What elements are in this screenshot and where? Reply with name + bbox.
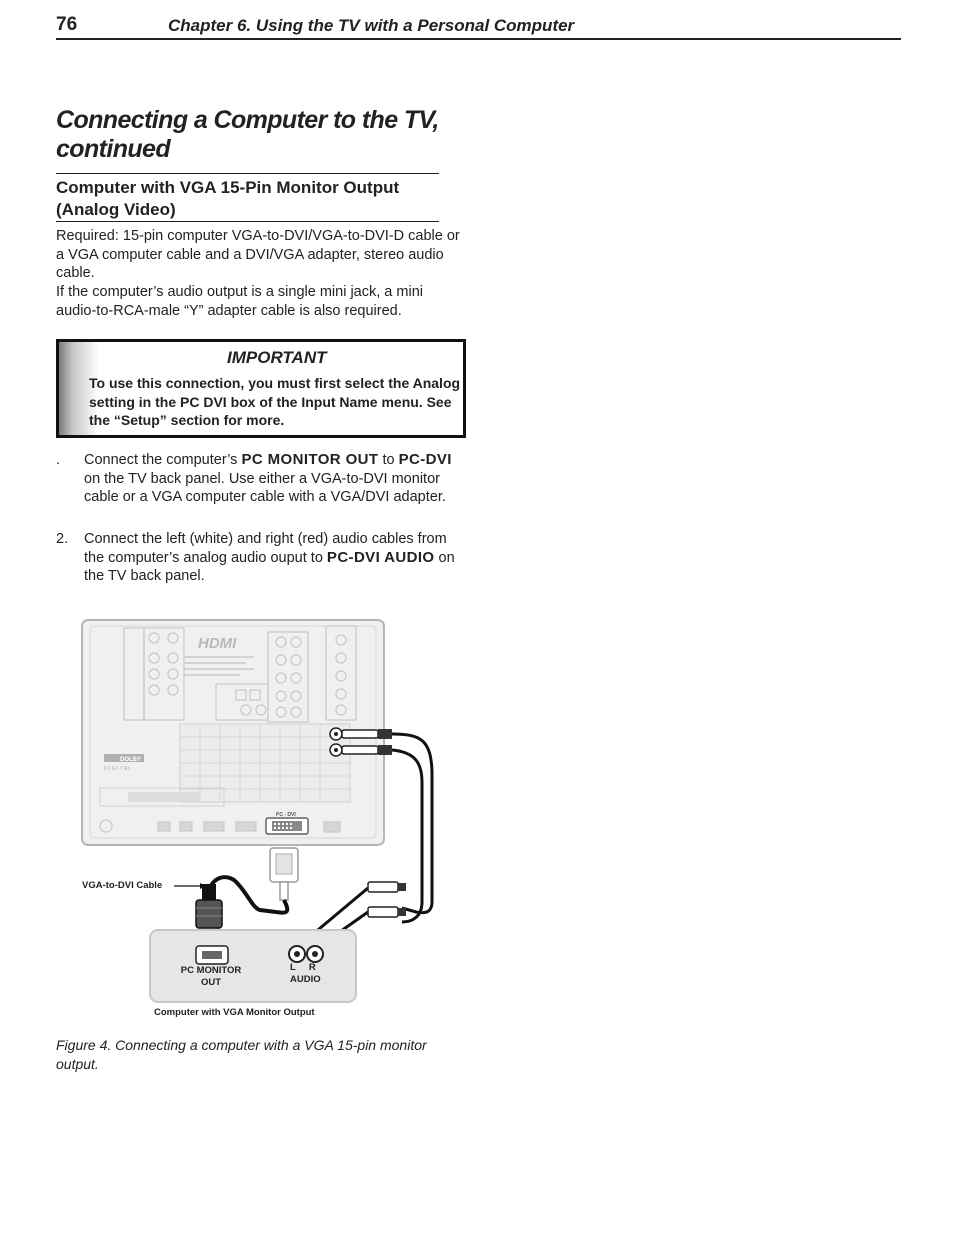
computer-rca-plugs — [368, 882, 406, 917]
dvi-connector — [270, 848, 298, 900]
audio-lr-label: L R — [290, 962, 316, 973]
audio-label: AUDIO — [290, 974, 321, 985]
step-number: 2. — [56, 531, 69, 547]
cable-label: VGA-to-DVI Cable — [82, 880, 163, 891]
audio-note-paragraph: If the computer’s audio output is a single mini jack, a mini audio-to-RCA-male “Y” adapter cable is also required. — [56, 284, 423, 319]
page-header — [56, 14, 901, 40]
connection-figure — [76, 612, 456, 1022]
required-paragraph: Required: 15-pin computer VGA-to-DVI/VGA-to-DVI-D cable or a VGA computer cable and a DVI/VGA adapter, stereo audio cable. — [56, 228, 460, 281]
connection-diagram — [76, 612, 456, 1022]
keyword-pc-dvi-audio: PC-DVI AUDIO — [326, 548, 435, 566]
important-body: To use this connection, you must first select the Analog setting in the PC DVI box of the Input Name menu. See the “Setup” section for more. — [89, 375, 461, 428]
important-heading: IMPORTANT — [227, 348, 327, 367]
pc-monitor-out-label: PC MONITOR OUT — [180, 965, 242, 988]
section-divider — [56, 221, 439, 222]
step-text: Connect the computer’s PC MONITOR OUT to PC-DVI on the TV back panel. Use either a VGA-to-DVI monitor cable or a VGA computer cable with a VGA/DVI adapter. — [84, 451, 452, 505]
tv-pc-dvi-label: PC - DVI — [276, 812, 296, 818]
computer-caption: Computer with VGA Monitor Output — [154, 1007, 315, 1018]
keyword-pc-dvi: PC-DVI — [398, 451, 452, 468]
dolby-digital-text: D I G I T A L — [104, 766, 132, 772]
hdmi-logo: HDMI — [198, 635, 237, 652]
dolby-logo: DOLBY — [120, 757, 141, 763]
chapter-title: Chapter 6. Using the TV with a Personal Computer — [168, 16, 575, 35]
page-title: Connecting a Computer to the TV, continued — [56, 106, 439, 163]
figure-caption: Figure 4. Connecting a computer with a VGA 15-pin monitor output. — [56, 1037, 427, 1072]
keyword-pc-monitor-out: PC MONITOR OUT — [241, 451, 379, 468]
step-text: Connect the left (white) and right (red) audio cables from the computer’s analog audio ouput to PC-DVI AUDIO on the TV back panel. — [84, 531, 455, 584]
page-number: 76 — [56, 14, 78, 35]
title-divider — [56, 173, 439, 174]
section-heading: Computer with VGA 15-Pin Monitor Output (Analog Video) — [56, 178, 400, 219]
step-number: . — [56, 452, 61, 468]
important-box — [56, 339, 466, 438]
